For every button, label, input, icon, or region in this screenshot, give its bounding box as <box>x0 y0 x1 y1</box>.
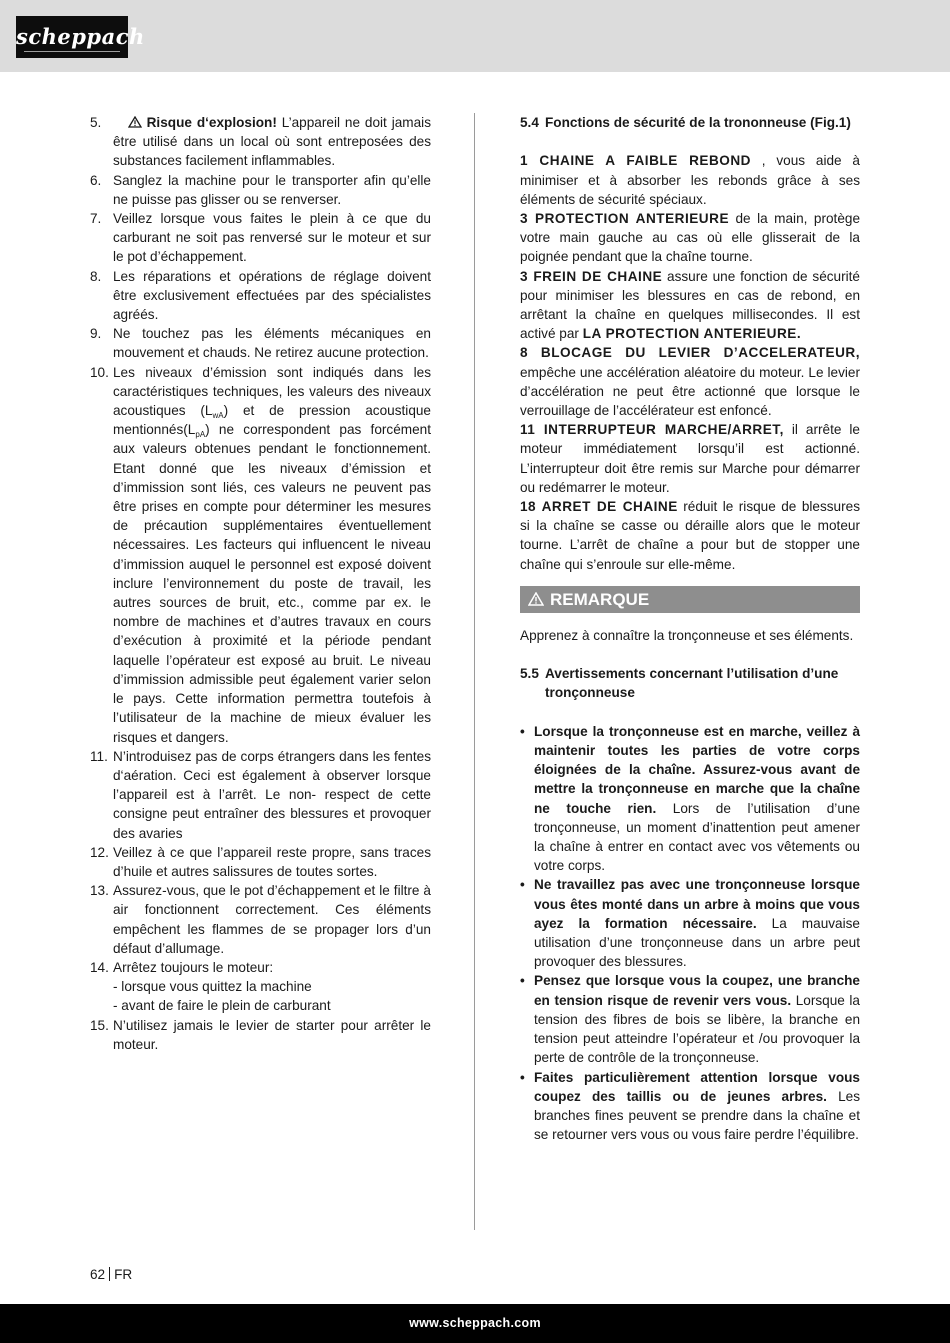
item-number: 14. <box>90 959 109 975</box>
safety-paragraph <box>520 497 860 574</box>
item-text <box>113 363 431 747</box>
list-item <box>90 843 431 881</box>
item-number: 9. <box>90 326 102 342</box>
page-separator <box>109 1267 110 1281</box>
item-text: N’utilisez jamais le levier de starter pour arrêter le moteur. <box>113 1017 431 1052</box>
list-item <box>90 747 431 843</box>
item-text-line: Arrêtez toujours le moteur: <box>113 959 274 975</box>
section-title: Avertissements concernant l’utilisation d’une tronçonneuse <box>545 666 839 701</box>
safety-paragraph <box>520 267 860 344</box>
list-item <box>90 958 431 1016</box>
column-divider <box>474 113 475 1230</box>
bullet-bold-text: Ne travaillez pas avec une tronçonneuse lorsque vous êtes monté dans un arbre à moins que vous ayez la formation nécessaire. <box>534 877 860 931</box>
safety-text: assure une fonction de sécurité pour minimiser les blessures en cas de rebond, en arrêtant la chaîne en quelques millisecondes. Il est activé par <box>520 268 860 342</box>
section-title: Fonctions de sécurité de la trononneuse (Fig.1) <box>545 115 851 130</box>
item-rest-text: L’appareil ne doit jamais être utilisé dans un local où sont entreposées des substances facilement inflammables. <box>113 115 432 169</box>
list-item <box>90 1016 431 1054</box>
bullet-text <box>534 971 860 1067</box>
safety-paragraph <box>520 209 860 267</box>
bullet-rest-text: Les branches fines peuvent se prendre dans la chaîne et se retourner vers vous ou vous faire perdre l’équilibre. <box>534 1088 860 1143</box>
item-text: Veillez lorsque vous faites le plein à ce que du carburant ne soit pas renversé sur le moteur et sur le pot d’échappement. <box>113 211 431 265</box>
item-bold-text: Risque d‘explosion! <box>146 115 277 130</box>
safety-label: 18 ARRET DE CHAINE <box>520 499 678 515</box>
item-number: 12. <box>90 844 109 860</box>
item-text-part: ) et de pression acoustique mentionnés(L <box>113 403 431 438</box>
item-text <box>113 113 431 171</box>
item-text-part: Les niveaux d’émission sont indiqués dans les caractéristiques techniques, les valeurs des niveaux acoustiques (L <box>113 364 431 419</box>
safety-label: LA PROTECTION ANTERIEURE. <box>582 326 802 342</box>
safety-label: 11 INTERRUPTEUR MARCHE/ARRET, <box>520 422 784 438</box>
sub-item: - lorsque vous quittez la machine <box>113 979 312 995</box>
item-text: Ne touchez pas les éléments mécaniques en mouvement et chauds. Ne retirez aucune protection. <box>113 326 431 361</box>
bullet-rest-text: Lors de l’utilisation d’une tronçonneuse, un moment d’inattention peut amener la chaîne à entrer en contact avec vos vêtements ou votre corps. <box>534 800 860 874</box>
list-item <box>90 324 431 362</box>
item-text: Veillez à ce que l’appareil reste propre, sans traces d’huile et autres salissures de toutes sortes. <box>113 844 431 879</box>
section-number: 5.4 <box>520 115 539 130</box>
bullet-item <box>520 1068 860 1145</box>
item-number: 8. <box>90 268 102 284</box>
bullet-text <box>534 875 860 971</box>
bullet-icon: • <box>520 973 525 989</box>
safety-text: de la main, protège votre main gauche au cas où elle glisserait de la poignée pendant que la chaîne tourne. <box>520 211 861 265</box>
section-number: 5.5 <box>520 666 539 682</box>
safety-label: 3 FREIN DE CHAINE <box>520 268 663 284</box>
safety-text: réduit le risque de blessures si la chaîne se casse ou déraille alors que le moteur tourne. L’arrêt de chaîne a pour but de stopper une chaîne qui s’enroule sur elle-même. <box>520 499 861 572</box>
item-text: N’introduisez pas de corps étrangers dans les fentes d‘aération. Ceci est également à observer lorsque l’appareil est à l’arrêt. Le non- respect de cette consigne peut entraîner des blessures et provoquer des avaries <box>113 748 431 841</box>
bullet-bold-text: Lorsque la tronçonneuse est en marche, veillez à maintenir toutes les parties de votre corps éloignées de la chaîne. Assurez-vous avant de mettre la tronçonneuse en marche que la chaîne ne touche rien. <box>534 723 860 816</box>
remark-text: Apprenez à connaître la tronçonneuse et ses éléments. <box>520 627 854 643</box>
page-header <box>0 0 950 72</box>
subscript: wA <box>212 411 224 421</box>
language-code: FR <box>114 1267 133 1282</box>
bullet-icon: • <box>520 877 525 893</box>
bullet-bold-text: Pensez que lorsque vous la coupez, une branche en tension risque de revenir vers vous. <box>534 973 860 1008</box>
website-link[interactable]: www.scheppach.com <box>409 1316 541 1330</box>
list-item <box>90 209 431 267</box>
list-item <box>90 267 431 325</box>
section-heading <box>520 113 860 132</box>
right-column <box>520 113 860 1144</box>
bullet-icon: • <box>520 1069 525 1085</box>
bullet-rest-text: La mauvaise utilisation d’une tronçonneuse dans un arbre peut provoquer des blessures. <box>534 915 860 970</box>
bullet-text <box>534 722 860 876</box>
list-item <box>90 881 431 958</box>
item-text: Les réparations et opérations de réglage doivent être exclusivement effectuées par des spécialistes agréés. <box>113 268 431 323</box>
warning-icon <box>128 116 142 128</box>
item-number: 13. <box>90 883 109 899</box>
list-item <box>90 363 431 747</box>
subscript: pA <box>195 430 206 440</box>
safety-label: 1 CHAINE A FAIBLE REBOND <box>520 153 751 169</box>
bullet-item <box>520 722 860 876</box>
safety-text: il arrête le moteur immédiatement lorsqu’il est actionné. L’interrupteur doit être remis sur Marche pour démarrer ou redémarrer le moteur. <box>520 422 860 495</box>
safety-label: 3 PROTECTION ANTERIEURE <box>520 211 730 226</box>
item-number: 5. <box>90 115 102 130</box>
item-text <box>113 958 431 1016</box>
safety-paragraph <box>520 420 860 497</box>
safety-text: , vous aide à minimiser et à absorber les rebonds grâce à ses éléments de sécurité spéciaux. <box>520 153 860 207</box>
safety-text: empêche une accélération aléatoire du moteur. Le levier d’accélération ne peut être actionné que lorsque le verrouillage de l’accélérateur est enfoncé. <box>520 364 860 419</box>
item-number: 11. <box>90 748 108 764</box>
left-column <box>90 113 431 1054</box>
bullet-bold-text: Faites particulièrement attention lorsque vous coupez des taillis ou de jeunes arbres. <box>534 1069 860 1104</box>
item-text: Sanglez la machine pour le transporter afin qu’elle ne puisse pas glisser ou se renverser. <box>113 172 431 207</box>
item-number: 10. <box>90 364 109 380</box>
item-number: 7. <box>90 211 102 227</box>
safety-paragraph <box>520 343 860 420</box>
bullet-text <box>534 1068 860 1145</box>
bullet-item <box>520 971 860 1067</box>
list-item <box>90 171 431 209</box>
safety-paragraph <box>520 151 860 209</box>
item-text: Assurez-vous, que le pot d’échappement et le filtre à air fonctionnent correctement. Ces éléments empêchent les flammes de se propager lors d’un défaut d’allumage. <box>113 883 431 956</box>
warning-icon <box>528 592 544 606</box>
safety-label: 8 BLOCAGE DU LEVIER D’ACCELERATEUR, <box>520 345 860 361</box>
item-number: 15. <box>90 1017 109 1033</box>
bullet-icon: • <box>520 723 525 739</box>
page-number-value: 62 <box>90 1267 106 1282</box>
remark-banner <box>520 586 860 613</box>
item-number: 6. <box>90 172 102 188</box>
bullet-rest-text: Lorsque la tension des fibres de bois se libère, la branche en tension peut atteindre l’opérateur et /ou provoquer la perte de contrôle de la tronçonneuse. <box>534 992 860 1066</box>
bullet-item <box>520 875 860 971</box>
brand-logo: scheppach <box>16 16 128 58</box>
page-number <box>90 1265 132 1284</box>
page-footer <box>0 1304 950 1343</box>
item-text-part: ) ne correspondent pas forcément aux valeurs obtenues pendant le fonctionnement. Etant donné que les niveaux d’émission et d’immission sont liés, ces valeurs ne peuvent pas être prises en compte pour déterminer les mesures de précaution supplémentaires éventuellement nécessaires. Les facteurs qui influencent le niveau d’immission auquel le personnel est exposé doivent inclure l’environnement du poste de travail, les autres sources de bruit, etc., comme par ex. le nombre de machines et d’autres travaux en cours d’exécution à proximité et la période pendant laquelle l’opérateur est exposé au bruit. Le niveau d’immission admissible peut également varier selon le pays. Cette information permettra toutefois à l’utilisateur de la machine de mieux évaluer les risques et dangers. <box>113 422 431 745</box>
section-heading <box>520 664 860 702</box>
list-item <box>90 113 431 171</box>
remark-label: REMARQUE <box>550 589 650 609</box>
sub-item: - avant de faire le plein de carburant <box>113 998 331 1014</box>
